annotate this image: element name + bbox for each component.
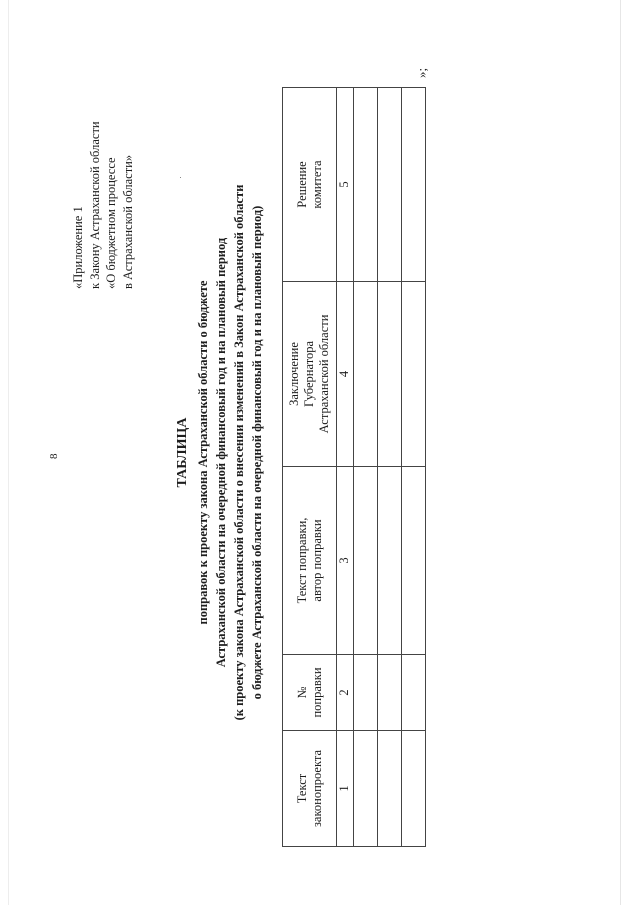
appendix-line: «О бюджетном процессе bbox=[104, 157, 119, 289]
scan-edge-left bbox=[8, 0, 9, 905]
header-line: Заключение bbox=[287, 342, 301, 406]
table-cell bbox=[378, 467, 402, 655]
amendments-table bbox=[282, 87, 426, 847]
column-number-row bbox=[337, 88, 354, 847]
table-cell bbox=[402, 731, 426, 847]
table-cell bbox=[402, 282, 426, 467]
column-number: 5 bbox=[337, 88, 354, 282]
header-line: законопроекта bbox=[309, 749, 324, 828]
header-line: Текст поправки, bbox=[294, 517, 309, 604]
appendix-note bbox=[70, 121, 136, 289]
document-title: ТАБЛИЦА bbox=[175, 417, 190, 488]
header-line: Астраханской области bbox=[317, 314, 331, 434]
header-amendment-text bbox=[283, 467, 337, 655]
appendix-line: к Закону Астраханской области bbox=[87, 121, 102, 289]
table-header-row bbox=[283, 88, 337, 847]
header-line: комитета bbox=[309, 160, 324, 209]
column-number: 3 bbox=[337, 467, 354, 655]
appendix-line: в Астраханской области» bbox=[120, 154, 135, 289]
header-line: автор поправки bbox=[309, 519, 324, 602]
table-row bbox=[402, 88, 426, 847]
heading-line: (к проекту закона Астраханской области о внесении изменений в Закон Астраханской области bbox=[232, 184, 246, 721]
header-line: № bbox=[294, 686, 309, 699]
table-row bbox=[378, 88, 402, 847]
column-number: 2 bbox=[337, 655, 354, 731]
header-governor-conclusion bbox=[283, 282, 337, 467]
header-line: Текст bbox=[294, 773, 309, 804]
header-line: Решение bbox=[294, 161, 309, 208]
table-cell bbox=[378, 88, 402, 282]
appendix-line: «Приложение 1 bbox=[71, 206, 85, 289]
heading-line: о бюджете Астраханской области на очередной финансовый год и на плановый период) bbox=[250, 205, 264, 700]
table-cell bbox=[354, 655, 378, 731]
header-committee-decision bbox=[283, 88, 337, 282]
column-number: 4 bbox=[337, 282, 354, 467]
table-cell bbox=[354, 282, 378, 467]
table-cell bbox=[402, 655, 426, 731]
table-cell bbox=[402, 88, 426, 282]
header-bill-text bbox=[283, 731, 337, 847]
table-cell bbox=[354, 731, 378, 847]
header-line: Губернатора bbox=[302, 340, 316, 408]
table-cell bbox=[378, 731, 402, 847]
closing-quote-mark: »; bbox=[414, 67, 429, 78]
table-row bbox=[354, 88, 378, 847]
scan-edge-right bbox=[620, 0, 621, 905]
page-number: 8 bbox=[48, 453, 60, 459]
heading-line: Астраханской области на очередной финансовый год и на плановый период bbox=[214, 237, 228, 668]
table-cell bbox=[378, 655, 402, 731]
table-cell bbox=[378, 282, 402, 467]
header-line: поправки bbox=[309, 667, 324, 718]
table-cell bbox=[354, 467, 378, 655]
heading-line: поправок к проекту закона Астраханской области о бюджете bbox=[196, 280, 210, 625]
table-cell bbox=[354, 88, 378, 282]
column-number: 1 bbox=[337, 731, 354, 847]
table-cell bbox=[402, 467, 426, 655]
header-amendment-number bbox=[283, 655, 337, 731]
